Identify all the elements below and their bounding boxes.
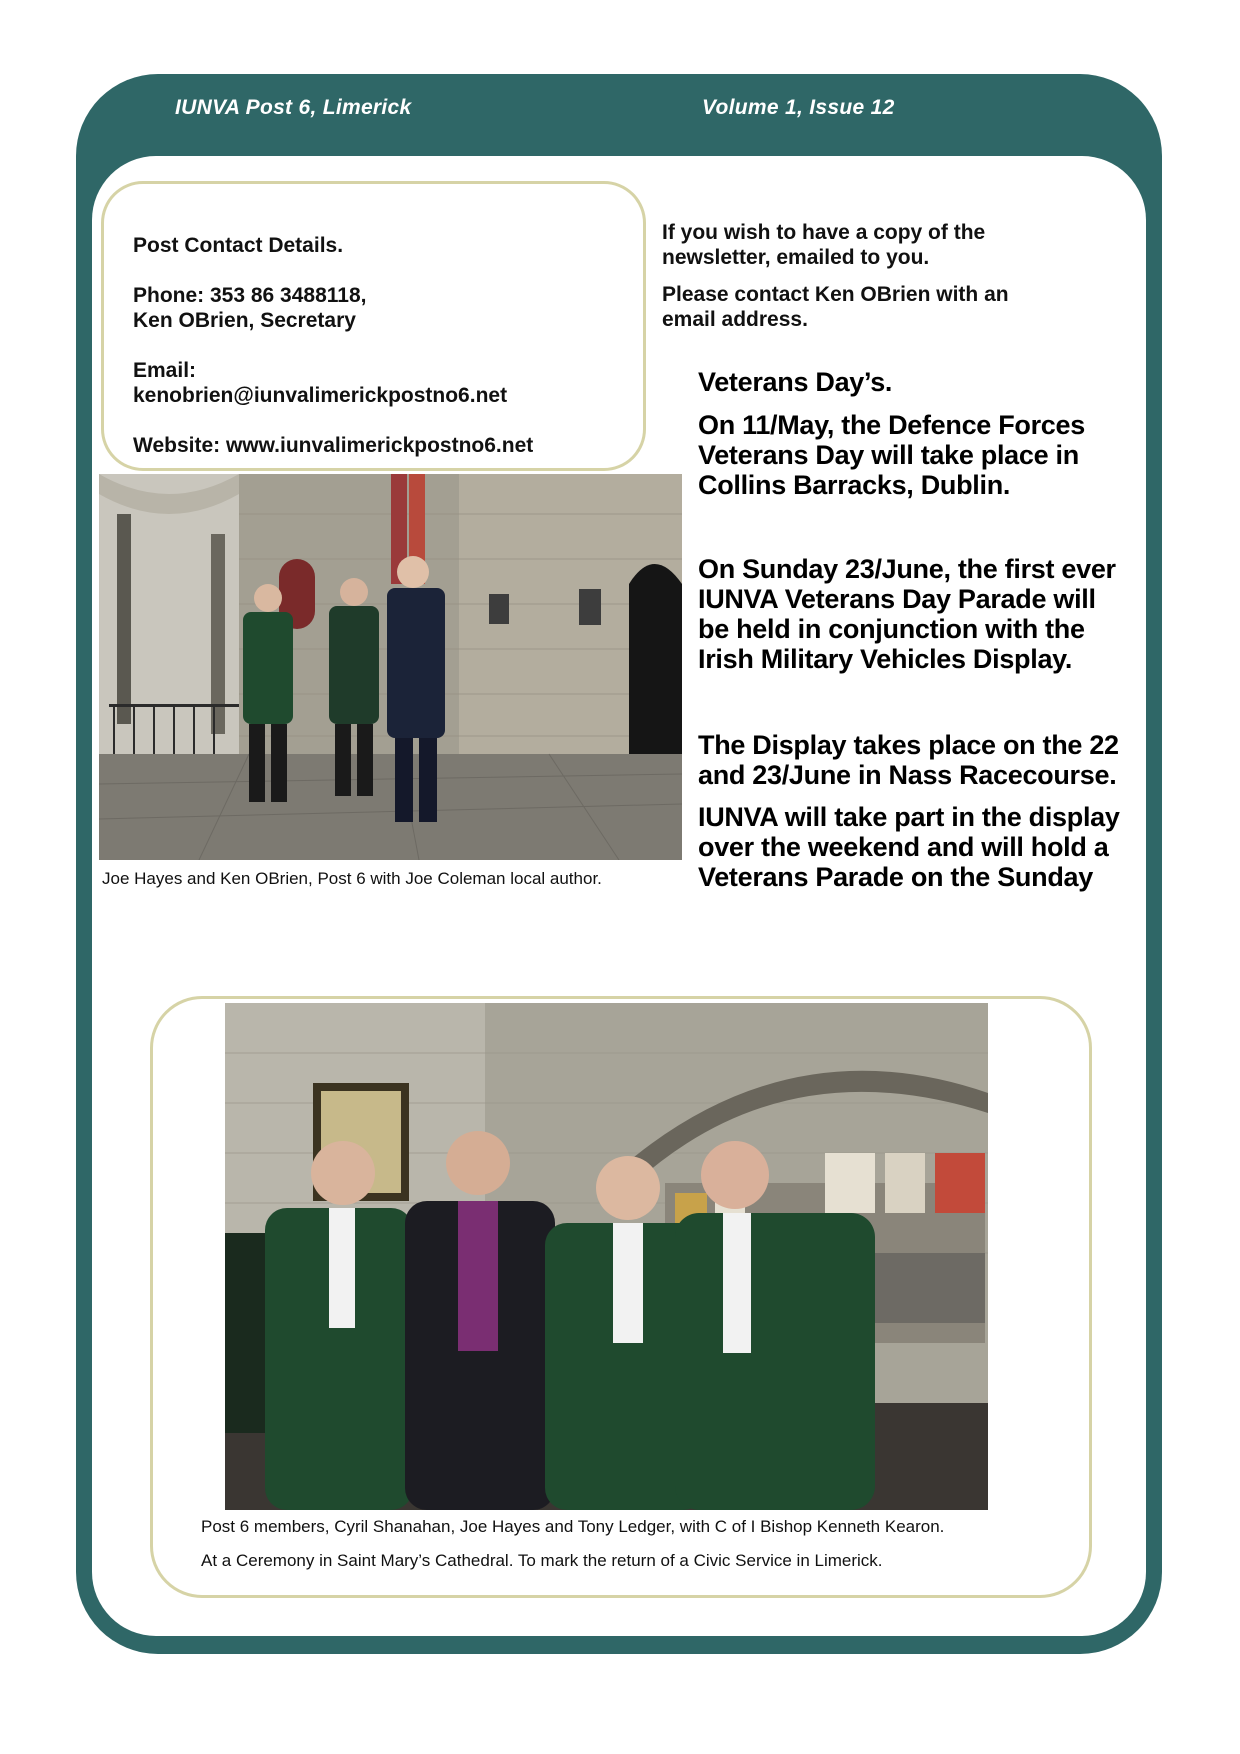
header-post-name: IUNVA Post 6, Limerick [175,96,412,119]
header-issue: Volume 1, Issue 12 [702,96,895,119]
article-p2-l2: IUNVA Veterans Day Parade will [698,584,1096,614]
photo-cathedral-group [225,1003,988,1510]
article-p1-l3: Collins Barracks, Dublin. [698,470,1011,500]
newsletter-note-line2: newsletter, emailed to you. [662,246,930,269]
photo2-caption-line1: Post 6 members, Cyril Shanahan, Joe Hayes and Tony Ledger, with C of I Bishop Kenneth Kearon. [201,1517,945,1536]
photo1-caption: Joe Hayes and Ken OBrien, Post 6 with Joe Coleman local author. [102,869,602,888]
newsletter-note-line1: If you wish to have a copy of the [662,221,986,244]
article-p1-l1: On 11/May, the Defence Forces [698,410,1085,440]
contact-email-label: Email: [133,359,197,382]
contact-website[interactable]: Website: www.iunvalimerickpostno6.net [133,434,534,457]
article-p4-l2: over the weekend and will hold a [698,832,1109,862]
contact-email[interactable]: kenobrien@iunvalimerickpostno6.net [133,384,508,407]
newsletter-note-line4: email address. [662,308,808,331]
article-p2-l1: On Sunday 23/June, the first ever [698,554,1116,584]
photo2-caption-line2: At a Ceremony in Saint Mary’s Cathedral. To mark the return of a Civic Service in Limerick. [201,1551,883,1570]
contact-title: Post Contact Details. [133,234,344,257]
article-p4-l3: Veterans Parade on the Sunday [698,862,1093,892]
article-p2-l4: Irish Military Vehicles Display. [698,644,1073,674]
article-heading: Veterans Day’s. [698,367,893,397]
contact-phone: Phone: 353 86 3488118, [133,284,367,307]
photo-church-interior [99,474,682,860]
contact-secretary: Ken OBrien, Secretary [133,309,356,332]
article-p3-l2: and 23/June in Nass Racecourse. [698,760,1117,790]
article-p3-l1: The Display takes place on the 22 [698,730,1119,760]
article-p2-l3: be held in conjunction with the [698,614,1085,644]
article-p1-l2: Veterans Day will take place in [698,440,1079,470]
newsletter-note-line3: Please contact Ken OBrien with an [662,283,1009,306]
article-p4-l1: IUNVA will take part in the display [698,802,1120,832]
